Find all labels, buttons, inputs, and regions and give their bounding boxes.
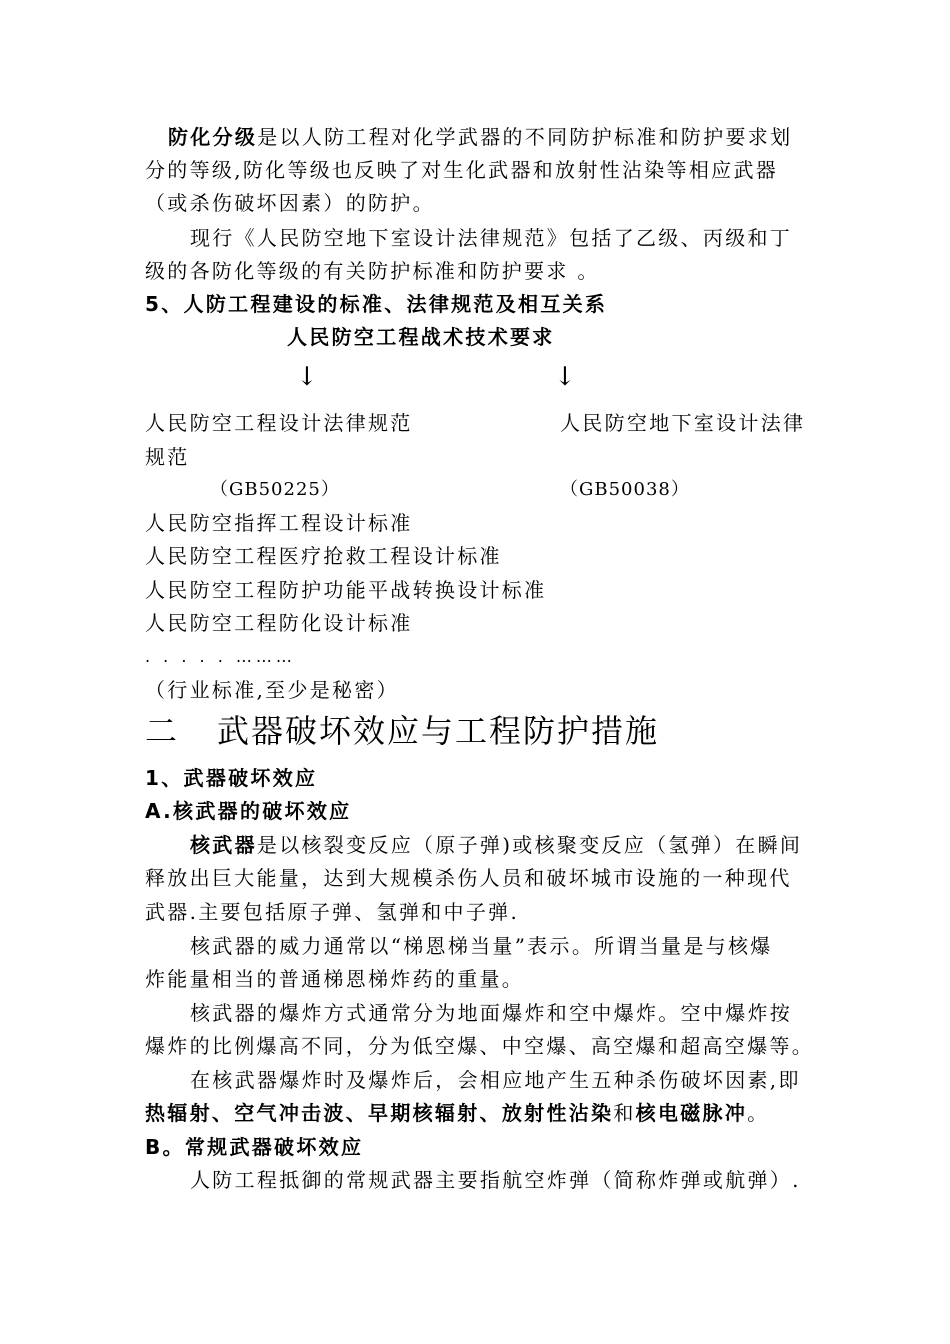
spec-right-code: （GB50038）	[560, 479, 690, 500]
standard-item: 人民防空工程医疗抢救工程设计标准	[145, 544, 502, 568]
text-span: 是以人防工程对化学武器的不同防护标准和防护要求划	[257, 125, 793, 149]
down-arrow-icon: ↓	[296, 362, 318, 392]
down-arrow-icon: ↓	[554, 362, 576, 392]
spec-left-continued: 规范	[145, 445, 190, 469]
paragraph-line: 爆炸的比例爆高不同，分为低空爆、中空爆、高空爆和超高空爆等。	[145, 1034, 814, 1058]
chapter-heading	[145, 711, 659, 751]
defined-term: 防化分级	[168, 125, 258, 149]
standards-note: （行业标准,至少是秘密）	[145, 678, 399, 702]
paragraph-line: 武器.主要包括原子弹、氢弹和中子弹.	[145, 900, 520, 924]
standard-item: 人民防空指挥工程设计标准	[145, 511, 413, 535]
paragraph-line: 分的等级,防化等级也反映了对生化武器和放射性沾染等相应武器	[145, 158, 779, 182]
spec-left-code: （GB50225）	[210, 479, 340, 500]
separator: 、	[479, 1101, 502, 1125]
separator: 、	[211, 1101, 235, 1125]
spec-left: 人民防空工程设计法律规范	[145, 411, 413, 435]
text-span: 是以核裂变反应（原子弹)或核聚变反应（氢弹）在瞬间	[256, 833, 803, 857]
damage-factor: 放射性沾染	[501, 1101, 614, 1125]
text-span: 和	[613, 1101, 636, 1125]
ellipsis: . . . . . ………	[145, 647, 296, 666]
paragraph-line: 现行《人民防空地下室设计法律规范》包括了乙级、丙级和丁	[190, 226, 793, 250]
section-heading: 5、人防工程建设的标准、法律规范及相互关系	[145, 292, 608, 316]
paragraph-line: 核武器的爆炸方式通常分为地面爆炸和空中爆炸。空中爆炸按	[190, 1001, 793, 1025]
paragraph-line: 在核武器爆炸时及爆炸后，会相应地产生五种杀伤破坏因素,即	[190, 1068, 801, 1092]
diagram-top-title: 人民防空工程战术技术要求	[287, 325, 555, 349]
standard-item: 人民防空工程防护功能平战转换设计标准	[145, 578, 547, 602]
paragraph-line: 炸能量相当的普通梯恩梯炸药的重量。	[145, 967, 525, 991]
chapter-title: 武器破坏效应与工程防护措施	[217, 712, 660, 750]
damage-factor: 核电磁脉冲	[635, 1101, 748, 1125]
section-heading: 1、武器破坏效应	[145, 766, 318, 790]
text-span: 。	[747, 1101, 770, 1125]
paragraph-line	[145, 1101, 769, 1125]
defined-term: 核武器	[190, 833, 257, 857]
damage-factor: 早期核辐射	[368, 1101, 480, 1125]
damage-factor: 热辐射	[145, 1101, 212, 1125]
spec-right: 人民防空地下室设计法律	[560, 411, 806, 435]
paragraph-line: 核武器的威力通常以“梯恩梯当量”表示。所谓当量是与核爆	[190, 934, 773, 958]
subsection-heading: A.核武器的破坏效应	[145, 799, 352, 823]
separator: 、	[345, 1101, 369, 1125]
paragraph-line: （或杀伤破坏因素）的防护。	[145, 191, 435, 215]
chapter-number: 二	[145, 712, 180, 750]
paragraph-line	[168, 125, 792, 149]
paragraph-line	[190, 833, 802, 857]
paragraph-line: 人防工程抵御的常规武器主要指航空炸弹（简称炸弹或航弹）.	[190, 1168, 801, 1192]
subsection-heading: B。常规武器破坏效应	[145, 1135, 364, 1159]
paragraph-line: 级的各防化等级的有关防护标准和防护要求 。	[145, 259, 600, 283]
paragraph-line: 释放出巨大能量，达到大规模杀伤人员和破坏城市设施的一种现代	[145, 866, 792, 890]
damage-factor: 空气冲击波	[234, 1101, 346, 1125]
standard-item: 人民防空工程防化设计标准	[145, 611, 413, 635]
